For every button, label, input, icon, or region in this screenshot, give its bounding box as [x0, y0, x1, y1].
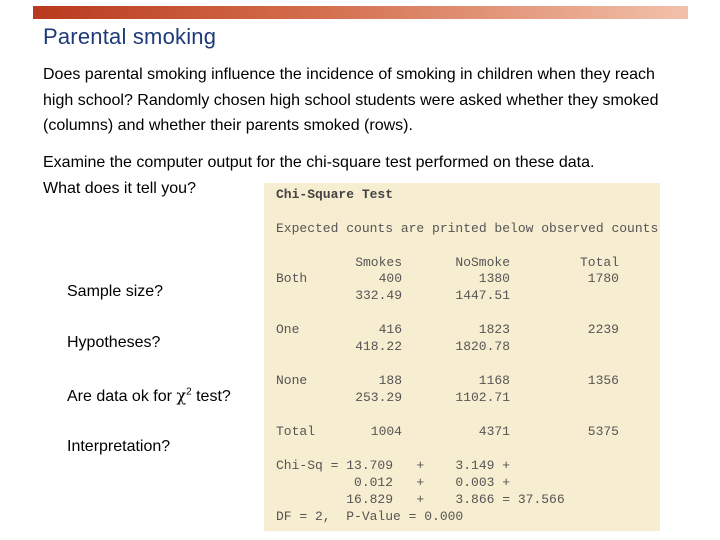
- chi-superscript: 2: [186, 386, 192, 398]
- question-sample-size: Sample size?: [67, 283, 164, 300]
- cell-expected: 1820.78: [455, 339, 510, 354]
- row-label-one: One: [276, 322, 300, 337]
- chisq-line-2: 0.012 + 0.003 +: [276, 475, 511, 490]
- cell-observed: 416: [378, 322, 402, 337]
- cell-row-total: 1356: [587, 373, 619, 388]
- chisq-line-1: Chi-Sq = 13.709 + 3.149 +: [276, 458, 511, 473]
- examine-line-1: Examine the computer output for the chi-square test performed on these data.: [43, 154, 595, 171]
- question-interpretation: Interpretation?: [67, 438, 171, 455]
- output-subheading: Expected counts are printed below observed counts: [276, 221, 659, 236]
- cell-observed: 1823: [478, 322, 510, 337]
- chi-square-output-panel: [264, 183, 660, 531]
- df-pvalue-line: DF = 2, P-Value = 0.000: [276, 509, 464, 524]
- column-header-total: Total: [579, 255, 619, 270]
- question-data-ok-prefix: Are data ok for: [67, 388, 177, 405]
- row-label-total: Total: [276, 424, 316, 439]
- title-accent-bar: [33, 6, 688, 19]
- cell-column-total: 4371: [478, 424, 510, 439]
- column-header-nosmoke: NoSmoke: [455, 255, 510, 270]
- cell-row-total: 1780: [587, 271, 619, 286]
- question-data-ok-suffix: test?: [191, 388, 231, 405]
- output-heading: Chi-Square Test: [276, 187, 394, 202]
- chisq-line-3: 16.829 + 3.866 = 37.566: [276, 492, 565, 507]
- intro-paragraph: Does parental smoking influence the incidence of smoking in children when they reach high school? Randomly chosen high school students were asked whether they smoked (columns) and whether their parents smoked (rows).: [43, 66, 659, 134]
- cell-observed: 400: [378, 271, 402, 286]
- examine-line-2: What does it tell you?: [43, 180, 196, 197]
- cell-row-total: 2239: [587, 322, 619, 337]
- cell-column-total: 1004: [370, 424, 402, 439]
- cell-observed: 1380: [478, 271, 510, 286]
- cell-expected: 332.49: [355, 288, 402, 303]
- cell-observed: 188: [378, 373, 402, 388]
- cell-observed: 1168: [478, 373, 510, 388]
- chi-symbol: χ: [176, 386, 187, 405]
- question-hypotheses: Hypotheses?: [67, 334, 161, 351]
- cell-grand-total: 5375: [587, 424, 619, 439]
- cell-expected: 253.29: [355, 390, 402, 405]
- cell-expected: 1102.71: [455, 390, 510, 405]
- cell-expected: 418.22: [355, 339, 402, 354]
- row-label-both: Both: [276, 271, 308, 286]
- cell-expected: 1447.51: [455, 288, 510, 303]
- row-label-none: None: [276, 373, 308, 388]
- page-title: Parental smoking: [43, 24, 217, 49]
- question-data-ok: [67, 386, 231, 406]
- column-header-smokes: Smokes: [355, 255, 402, 270]
